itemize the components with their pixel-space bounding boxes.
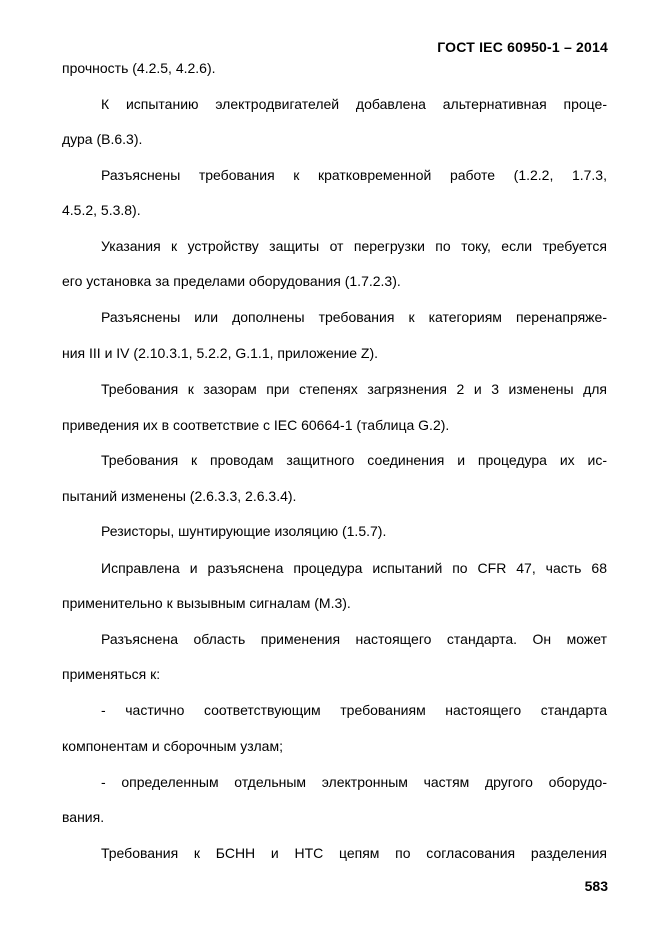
text-line: - частично соответствующим требованиям настоящего стандарта [101, 702, 607, 718]
text-line: Требования к зазорам при степенях загрязнения 2 и 3 изменены для [101, 381, 607, 397]
text-line: Указания к устройству защиты от перегрузки по току, если требуется [101, 238, 607, 254]
text-line: дура (В.6.3). [62, 131, 143, 147]
text-line: Разъяснены или дополнены требования к категориям перенапряже- [101, 309, 607, 325]
text-line: применяться к: [62, 666, 161, 682]
text-line: применительно к вызывным сигналам (М.3). [62, 595, 351, 611]
text-line: Требования к проводам защитного соединения и процедура их ис- [101, 452, 607, 468]
text-line: ния III и IV (2.10.3.1, 5.2.2, G.1.1, приложение Z). [62, 345, 379, 361]
text-line: его установка за пределами оборудования (1.7.2.3). [62, 273, 401, 289]
page-number: 583 [584, 878, 608, 894]
text-line: К испытанию электродвигателей добавлена альтернативная проце- [101, 96, 607, 112]
text-line: Разъяснены требования к кратковременной работе (1.2.2, 1.7.3, [101, 167, 607, 183]
text-line: 4.5.2, 5.3.8). [62, 202, 141, 218]
text-line: компонентам и сборочным узлам; [62, 738, 283, 754]
document-header: ГОСТ IEC 60950-1 – 2014 [437, 39, 608, 55]
text-line: Резисторы, шунтирующие изоляцию (1.5.7). [101, 523, 387, 539]
text-line: Требования к БСНН и НТС цепям по согласования разделения [101, 845, 607, 861]
text-line: пытаний изменены (2.6.3.3, 2.6.3.4). [62, 488, 297, 504]
text-line: Исправлена и разъяснена процедура испытаний по CFR 47, часть 68 [101, 560, 607, 576]
text-line: - определенным отдельным электронным частям другого оборудо- [101, 774, 607, 790]
text-line: Разъяснена область применения настоящего стандарта. Он может [101, 631, 607, 647]
text-line: прочность (4.2.5, 4.2.6). [62, 60, 216, 76]
text-line: приведения их в соответствие с IEC 60664-1 (таблица G.2). [62, 417, 450, 433]
text-line: вания. [62, 809, 105, 825]
